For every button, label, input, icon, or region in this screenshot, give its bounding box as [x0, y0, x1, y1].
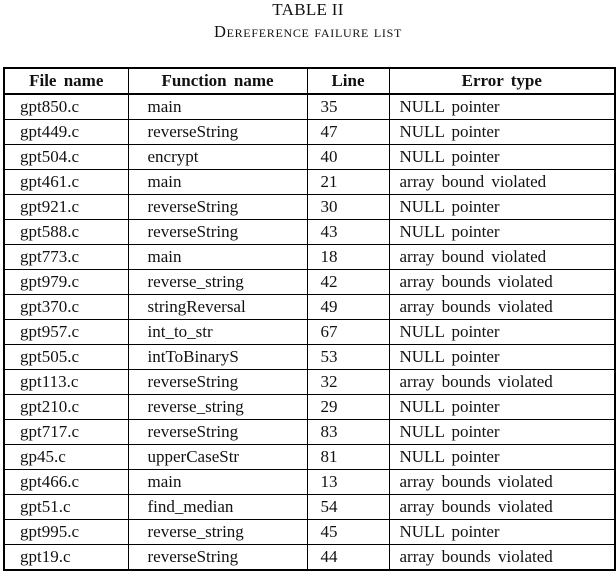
- cell-function-name: main: [128, 94, 307, 120]
- table-caption: [0, 1, 616, 41]
- cell-file-name: gpt370.c: [4, 295, 128, 320]
- cell-line: 49: [307, 295, 389, 320]
- cell-file-name: gpt504.c: [4, 145, 128, 170]
- cell-file-name: gpt588.c: [4, 220, 128, 245]
- table-row: [4, 495, 615, 520]
- cell-line: 81: [307, 445, 389, 470]
- cell-function-name: reverse_string: [128, 520, 307, 545]
- table-row: [4, 445, 615, 470]
- table-row: [4, 270, 615, 295]
- table-row: [4, 295, 615, 320]
- cell-error-type: array bounds violated: [389, 270, 615, 295]
- cell-file-name: gp45.c: [4, 445, 128, 470]
- cell-error-type: array bound violated: [389, 245, 615, 270]
- cell-error-type: array bounds violated: [389, 470, 615, 495]
- cell-function-name: reverseString: [128, 195, 307, 220]
- cell-file-name: gpt995.c: [4, 520, 128, 545]
- table-row: [4, 94, 615, 120]
- table-row: [4, 395, 615, 420]
- cell-line: 44: [307, 545, 389, 571]
- table-row: [4, 520, 615, 545]
- cell-function-name: encrypt: [128, 145, 307, 170]
- dereference-failure-table: [3, 67, 616, 571]
- table-row: [4, 345, 615, 370]
- cell-line: 67: [307, 320, 389, 345]
- header-error-type: Error type: [389, 68, 615, 94]
- table-row: [4, 545, 615, 571]
- cell-line: 53: [307, 345, 389, 370]
- cell-file-name: gpt51.c: [4, 495, 128, 520]
- cell-file-name: gpt449.c: [4, 120, 128, 145]
- cell-line: 29: [307, 395, 389, 420]
- cell-line: 83: [307, 420, 389, 445]
- header-function-name: Function name: [128, 68, 307, 94]
- cell-error-type: NULL pointer: [389, 145, 615, 170]
- cell-error-type: NULL pointer: [389, 120, 615, 145]
- cell-error-type: NULL pointer: [389, 520, 615, 545]
- cell-error-type: NULL pointer: [389, 345, 615, 370]
- cell-error-type: NULL pointer: [389, 195, 615, 220]
- cell-error-type: array bounds violated: [389, 495, 615, 520]
- cell-file-name: gpt850.c: [4, 94, 128, 120]
- header-row: [4, 68, 615, 94]
- cell-function-name: main: [128, 470, 307, 495]
- cell-line: 45: [307, 520, 389, 545]
- cell-line: 42: [307, 270, 389, 295]
- cell-file-name: gpt19.c: [4, 545, 128, 571]
- table-title: Dereference failure list: [213, 21, 403, 41]
- table-row: [4, 320, 615, 345]
- table-body: [4, 94, 615, 570]
- cell-line: 21: [307, 170, 389, 195]
- cell-function-name: reverse_string: [128, 395, 307, 420]
- header-line: Line: [307, 68, 389, 94]
- cell-function-name: int_to_str: [128, 320, 307, 345]
- cell-function-name: reverseString: [128, 545, 307, 571]
- cell-error-type: array bounds violated: [389, 370, 615, 395]
- cell-error-type: NULL pointer: [389, 445, 615, 470]
- cell-line: 47: [307, 120, 389, 145]
- cell-function-name: reverseString: [128, 370, 307, 395]
- cell-function-name: reverseString: [128, 120, 307, 145]
- table-row: [4, 195, 615, 220]
- cell-file-name: gpt466.c: [4, 470, 128, 495]
- cell-error-type: NULL pointer: [389, 94, 615, 120]
- cell-line: 32: [307, 370, 389, 395]
- header-file-name: File name: [4, 68, 128, 94]
- cell-function-name: reverseString: [128, 220, 307, 245]
- table-row: [4, 120, 615, 145]
- table-row: [4, 420, 615, 445]
- cell-error-type: array bounds violated: [389, 295, 615, 320]
- cell-error-type: NULL pointer: [389, 220, 615, 245]
- cell-error-type: NULL pointer: [389, 320, 615, 345]
- cell-line: 30: [307, 195, 389, 220]
- cell-function-name: reverse_string: [128, 270, 307, 295]
- cell-file-name: gpt210.c: [4, 395, 128, 420]
- cell-function-name: stringReversal: [128, 295, 307, 320]
- table-number-label: TABLE II: [272, 0, 344, 19]
- cell-line: 40: [307, 145, 389, 170]
- table-row: [4, 245, 615, 270]
- cell-file-name: gpt717.c: [4, 420, 128, 445]
- table-row: [4, 170, 615, 195]
- cell-function-name: main: [128, 245, 307, 270]
- cell-file-name: gpt113.c: [4, 370, 128, 395]
- cell-line: 54: [307, 495, 389, 520]
- cell-error-type: array bound violated: [389, 170, 615, 195]
- cell-function-name: reverseString: [128, 420, 307, 445]
- cell-line: 35: [307, 94, 389, 120]
- cell-line: 43: [307, 220, 389, 245]
- cell-file-name: gpt505.c: [4, 345, 128, 370]
- cell-error-type: NULL pointer: [389, 395, 615, 420]
- table-row: [4, 145, 615, 170]
- cell-function-name: upperCaseStr: [128, 445, 307, 470]
- cell-error-type: array bounds violated: [389, 545, 615, 571]
- cell-line: 13: [307, 470, 389, 495]
- table-row: [4, 220, 615, 245]
- cell-file-name: gpt773.c: [4, 245, 128, 270]
- cell-file-name: gpt921.c: [4, 195, 128, 220]
- cell-file-name: gpt957.c: [4, 320, 128, 345]
- cell-error-type: NULL pointer: [389, 420, 615, 445]
- cell-function-name: main: [128, 170, 307, 195]
- cell-function-name: find_median: [128, 495, 307, 520]
- table-row: [4, 470, 615, 495]
- table-row: [4, 370, 615, 395]
- cell-function-name: intToBinaryS: [128, 345, 307, 370]
- cell-line: 18: [307, 245, 389, 270]
- cell-file-name: gpt461.c: [4, 170, 128, 195]
- cell-file-name: gpt979.c: [4, 270, 128, 295]
